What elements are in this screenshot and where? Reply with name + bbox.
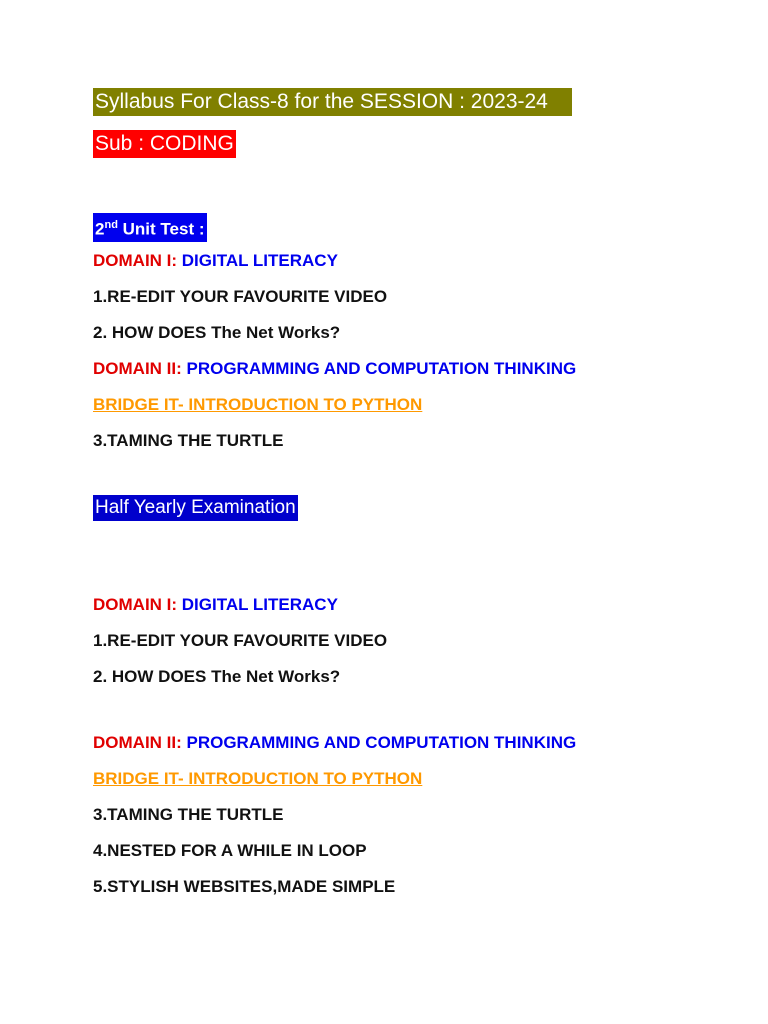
domain-name: DIGITAL LITERACY <box>181 595 338 614</box>
list-item: 4.NESTED FOR A WHILE IN LOOP <box>93 841 367 860</box>
half-domain2-line <box>93 732 576 754</box>
syllabus-title: Syllabus For Class-8 for the SESSION : 2023-24 <box>93 88 572 116</box>
list-item: 3.TAMING THE TURTLE <box>93 805 284 824</box>
domain-name: PROGRAMMING AND COMPUTATION THINKING <box>186 733 577 752</box>
list-item: 2. HOW DOES The Net Works? <box>93 667 341 686</box>
domain-name: PROGRAMMING AND COMPUTATION THINKING <box>186 359 577 378</box>
unit-domain2-line <box>93 358 576 380</box>
bridge-line <box>93 768 422 790</box>
list-item: 3.TAMING THE TURTLE <box>93 431 284 450</box>
list-item: 1.RE-EDIT YOUR FAVOURITE VIDEO <box>93 631 388 650</box>
list-item: 5.STYLISH WEBSITES,MADE SIMPLE <box>93 877 396 896</box>
bridge-line <box>93 394 422 416</box>
bridge-heading: BRIDGE IT- INTRODUCTION TO PYTHON <box>93 395 423 414</box>
half-yearly-row <box>93 495 298 521</box>
domain-label: DOMAIN II: <box>93 359 187 378</box>
domain-label: DOMAIN I: <box>93 595 182 614</box>
domain-label: DOMAIN I: <box>93 251 182 270</box>
bridge-heading: BRIDGE IT- INTRODUCTION TO PYTHON <box>93 769 423 788</box>
domain-label: DOMAIN II: <box>93 733 187 752</box>
unit-test-heading: 2nd Unit Test : <box>93 213 207 242</box>
unit-test-row <box>93 213 207 242</box>
domain-name: DIGITAL LITERACY <box>181 251 338 270</box>
half-yearly-heading: Half Yearly Examination <box>93 495 298 521</box>
list-item: 1.RE-EDIT YOUR FAVOURITE VIDEO <box>93 287 388 306</box>
half-domain1-line <box>93 594 338 616</box>
subject-row <box>93 130 236 158</box>
subject-heading: Sub : CODING <box>93 130 236 158</box>
list-item: 2. HOW DOES The Net Works? <box>93 323 341 342</box>
syllabus-title-row <box>93 88 572 116</box>
unit-domain1-line <box>93 250 338 272</box>
